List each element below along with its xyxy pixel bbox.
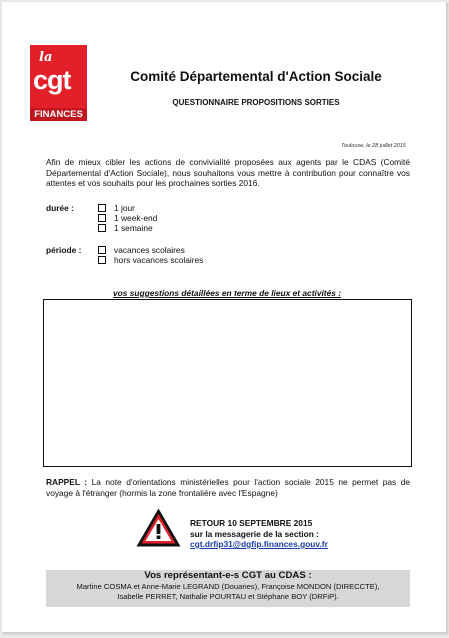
retour-instruction: sur la messagerie de la section :	[190, 528, 319, 539]
logo-cgt-text: cgt	[33, 65, 71, 95]
intro-paragraph: Afin de mieux cibler les actions de convivialité proposées aux agents par le CDAS (Comité Départemental d'Action Sociale), nous souhaitons vous mettre à contribution pour connaître vos attentes et vos souhaits pour les prochaines sorties 2016.	[46, 157, 410, 188]
representants-title: Vos représentant-e-s CGT au CDAS :	[144, 570, 312, 581]
document-date: Toulouse, le 28 juillet 2015	[341, 143, 406, 149]
option-vacances-scolaires[interactable]	[98, 245, 185, 255]
checkbox[interactable]	[98, 224, 106, 232]
option-label: 1 semaine	[114, 223, 153, 233]
representants-line-1: Martine COSMA et Anne-Marie LEGRAND (Douanes), Françoise MONDON (DIRECCTE),	[76, 582, 380, 591]
representants-line-2: Isabelle PERRET, Nathalie POURTAU et Stéphane BOY (DRFiP).	[117, 591, 339, 601]
suggestions-input-box[interactable]	[43, 299, 412, 467]
logo-finances-text: FINANCES	[30, 108, 87, 121]
duree-group	[46, 203, 246, 235]
document-title: Comité Départemental d'Action Sociale	[130, 69, 382, 84]
option-label: vacances scolaires	[114, 245, 185, 255]
option-label: 1 week-end	[114, 213, 158, 223]
warning-triangle-icon	[135, 507, 182, 548]
option-label: 1 jour	[114, 203, 135, 213]
periode-label: période :	[46, 245, 82, 255]
option-1-jour[interactable]	[98, 203, 135, 213]
checkbox[interactable]	[98, 246, 106, 254]
checkbox[interactable]	[98, 256, 106, 264]
option-1-week-end[interactable]	[98, 213, 157, 223]
rappel-note	[46, 477, 410, 498]
option-label: hors vacances scolaires	[114, 255, 204, 265]
rappel-label: RAPPEL :	[46, 477, 88, 487]
rappel-text: La note d'orientations ministérielles pour l'action sociale 2015 ne permet pas de voyage à l'étranger (hormis la zone frontalière avec l'Espagne)	[46, 477, 411, 498]
retour-block	[190, 518, 328, 550]
option-hors-vacances-scolaires[interactable]	[98, 255, 203, 265]
logo-la-text: la	[39, 50, 53, 65]
document-page	[2, 2, 447, 633]
suggestions-heading: vos suggestions détaillées en terme de lieux et activités :	[112, 288, 342, 298]
periode-group	[46, 245, 246, 267]
representants-box	[46, 570, 410, 607]
checkbox[interactable]	[98, 214, 106, 222]
cgt-finances-logo	[30, 45, 87, 121]
retour-date: RETOUR 10 SEPTEMBRE 2015	[190, 518, 313, 528]
option-1-semaine[interactable]	[98, 223, 153, 233]
document-subtitle: QUESTIONNAIRE PROPOSITIONS SORTIES	[172, 98, 340, 107]
checkbox[interactable]	[98, 204, 106, 212]
duree-label: durée :	[46, 203, 74, 213]
retour-email-link[interactable]: cgt.drfip31@dgfip.finances.gouv.fr	[190, 539, 328, 549]
